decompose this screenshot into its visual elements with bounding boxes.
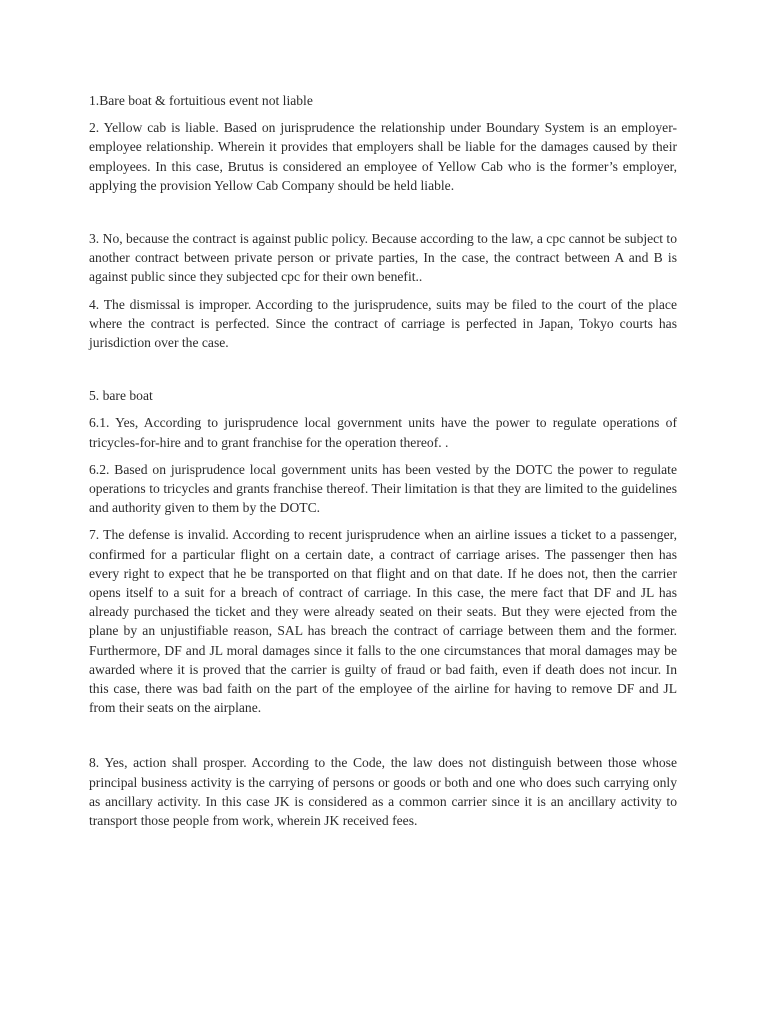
answer-3: 3. No, because the contract is against public policy. Because according to the law, a cpc cannot be subject to another contract between private person or private parties, In the case, the contract between A and B is against public since they subjected cpc for their own benefit.. <box>89 231 677 285</box>
document-body <box>89 91 677 838</box>
blank-line <box>89 203 677 229</box>
blank-line <box>89 360 677 386</box>
answer-4: 4. The dismissal is improper. According to the jurisprudence, suits may be filed to the court of the place where the contract is perfected. Since the contract of carriage is perfected in Japan, Tokyo courts has jurisdiction over the case. <box>89 296 677 351</box>
answer-6-1: 6.1. Yes, According to jurisprudence local government units have the power to regulate operations of tricycles-for-hire and to grant franchise for the operation thereof. . <box>89 415 677 450</box>
answer-7: 7. The defense is invalid. According to recent jurisprudence when an airline issues a ticket to a passenger, confirmed for a particular flight on a certain date, a contract of carriage arises. The passenger then has every right to expect that he be transported on that flight and on that date. If he does not, then the carrier opens itself to a suit for a breach of contract of carriage. In this case, the mere fact that DF and JL has already purchased the ticket and they were already seated on their seats. But they were ejected from the plane by an unjustifiable reason, SAL has breach the contract of carriage between them and the former. Furthermore, DF and JL moral damages since it falls to the one circumstances that moral damages may be awarded where it is proved that the carrier is guilty of fraud or bad faith, even if death does not incur. In this case, there was bad faith on the part of the employee of the airline for having to remove DF and JL from their seats on the airplane. <box>89 527 677 716</box>
answer-8: 8. Yes, action shall prosper. According to the Code, the law does not distinguish between those whose principal business activity is the carrying of persons or goods or both and one who does such carrying only as ancillary activity. In this case JK is considered as a common carrier since it is an ancillary activity to transport those people from work, wherein JK received fees. <box>89 755 677 829</box>
answer-6-2: 6.2. Based on jurisprudence local government units has been vested by the DOTC the power to regulate operations to tricycles and grants franchise thereof. Their limitation is that they are limited to the guidelines and authority given to them by the DOTC. <box>89 461 677 516</box>
blank-line <box>89 725 677 753</box>
answer-1: 1.Bare boat & fortuitious event not liable <box>89 93 313 108</box>
answer-2: 2. Yellow cab is liable. Based on jurisprudence the relationship under Boundary System is an employer-employee relationship. Wherein it provides that employers shall be liable for the damages caused by their employees. In this case, Brutus is considered an employee of Yellow Cab who is the former’s employer, applying the provision Yellow Cab Company should be held liable. <box>89 120 677 193</box>
answer-5: 5. bare boat <box>89 388 153 404</box>
